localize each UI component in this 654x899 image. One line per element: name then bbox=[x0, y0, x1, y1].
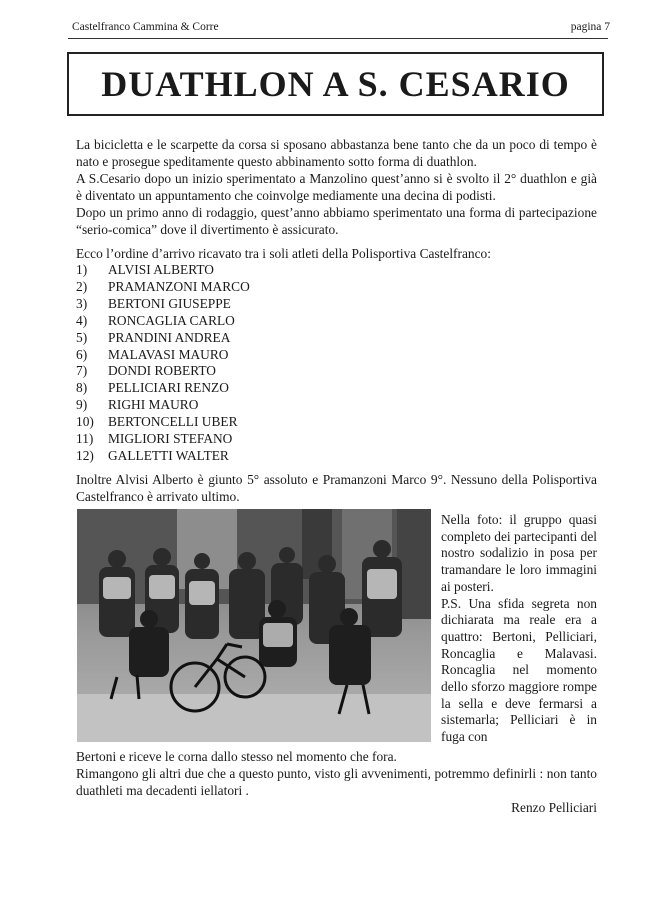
ranking-position: 8) bbox=[76, 380, 88, 396]
ranking-position: 7) bbox=[76, 363, 88, 379]
athlete-name: BERTONCELLI UBER bbox=[108, 414, 238, 430]
athlete-name: BERTONI GIUSEPPE bbox=[108, 295, 231, 311]
ranking-position: 10) bbox=[76, 414, 94, 430]
ranking-position: 2) bbox=[76, 278, 88, 294]
ranking-item bbox=[76, 347, 250, 364]
ranking-item bbox=[76, 448, 250, 465]
ranking-position: 1) bbox=[76, 262, 88, 277]
athlete-name: PELLICIARI RENZO bbox=[108, 380, 229, 396]
ranking-intro-text: Ecco l’ordine d’arrivo ricavato tra i soli atleti della Polisportiva Castelfranco: bbox=[76, 246, 491, 261]
athlete-name: DONDI ROBERTO bbox=[108, 363, 216, 379]
continuation-line-1: Bertoni e riceve le corna dallo stesso nel momento che fora. bbox=[76, 749, 397, 764]
article-title: DUATHLON A S. CESARIO bbox=[101, 64, 570, 104]
title-box bbox=[67, 52, 604, 116]
ranking-position: 5) bbox=[76, 329, 88, 345]
ranking-position: 6) bbox=[76, 346, 88, 362]
intro-section bbox=[76, 136, 597, 238]
athlete-name: MALAVASI MAURO bbox=[108, 346, 229, 362]
ranking-item bbox=[76, 262, 250, 279]
after-ranking-section bbox=[76, 471, 597, 505]
continuation-section bbox=[76, 748, 597, 799]
group-photo bbox=[77, 509, 431, 742]
ranking-position: 12) bbox=[76, 447, 94, 463]
athlete-name: ALVISI ALBERTO bbox=[108, 262, 214, 277]
ranking-intro bbox=[76, 245, 597, 262]
ranking-position: 11) bbox=[76, 431, 94, 447]
running-header-left: Castelfranco Cammina & Corre bbox=[72, 21, 219, 33]
caption-photo-note: Nella foto: il gruppo quasi completo dei partecipanti del nostro sodalizio in posa per tramandare le loro immagini ai posteri. bbox=[441, 512, 597, 594]
ranking-position: 4) bbox=[76, 312, 88, 328]
page-number: pagina 7 bbox=[570, 21, 610, 33]
caption-ps: P.S. Una sfida segreta non dichiarata ma reale era a quattro: Bertoni, Pelliciari, Roncaglia e Malavasi. Roncaglia nel momento dello sforzo maggiore rompe la sella e deve fermarsi a sistemarla; Pelliciari è in fuga con bbox=[441, 595, 597, 745]
author-signature: Renzo Pelliciari bbox=[511, 800, 597, 815]
continuation-line-2: Rimangono gli altri due che a questo punto, visto gli avvenimenti, potremmo definirli : non tanto duathleti ma decadenti iellatori . bbox=[76, 766, 597, 798]
after-ranking-text: Inoltre Alvisi Alberto è giunto 5° assoluto e Pramanzoni Marco 9°. Nessuno della Polisportiva Castelfranco è arrivato ultimo. bbox=[76, 472, 597, 504]
athlete-name: RONCAGLIA CARLO bbox=[108, 312, 235, 328]
ranking-item bbox=[76, 363, 250, 380]
ranking-item bbox=[76, 397, 250, 414]
athlete-name: PRANDINI ANDREA bbox=[108, 329, 231, 345]
ranking-item bbox=[76, 330, 250, 347]
photo-caption bbox=[441, 512, 597, 746]
ranking-item bbox=[76, 431, 250, 448]
intro-paragraph-2: A S.Cesario dopo un inizio sperimentato a Manzolino quest’anno si è svolto il 2° duathlon e già è diventato un appuntamento che coinvolge mediamente una decina di podisti. bbox=[76, 171, 597, 203]
athlete-name: MIGLIORI STEFANO bbox=[108, 431, 233, 447]
ranking-item bbox=[76, 279, 250, 296]
athlete-name: RIGHI MAURO bbox=[108, 397, 199, 413]
ranking-list bbox=[76, 262, 250, 465]
athlete-name: GALLETTI WALTER bbox=[108, 447, 229, 463]
ranking-item bbox=[76, 414, 250, 431]
ranking-position: 3) bbox=[76, 295, 88, 311]
athlete-name: PRAMANZONI MARCO bbox=[108, 278, 250, 294]
intro-paragraph-1: La bicicletta e le scarpette da corsa si sposano abbastanza bene tanto che da un poco di tempo è nato e prosegue speditamente questo abbinamento sotto forma di duathlon. bbox=[76, 137, 597, 169]
ranking-position: 9) bbox=[76, 397, 88, 413]
group-photo-image bbox=[77, 509, 431, 742]
intro-paragraph-3: Dopo un primo anno di rodaggio, quest’anno abbiamo sperimentato una forma di partecipazione “serio-comica” dove il divertimento è assicurato. bbox=[76, 205, 597, 237]
ranking-item bbox=[76, 296, 250, 313]
ranking-item bbox=[76, 313, 250, 330]
header-rule bbox=[68, 38, 608, 39]
ranking-item bbox=[76, 380, 250, 397]
